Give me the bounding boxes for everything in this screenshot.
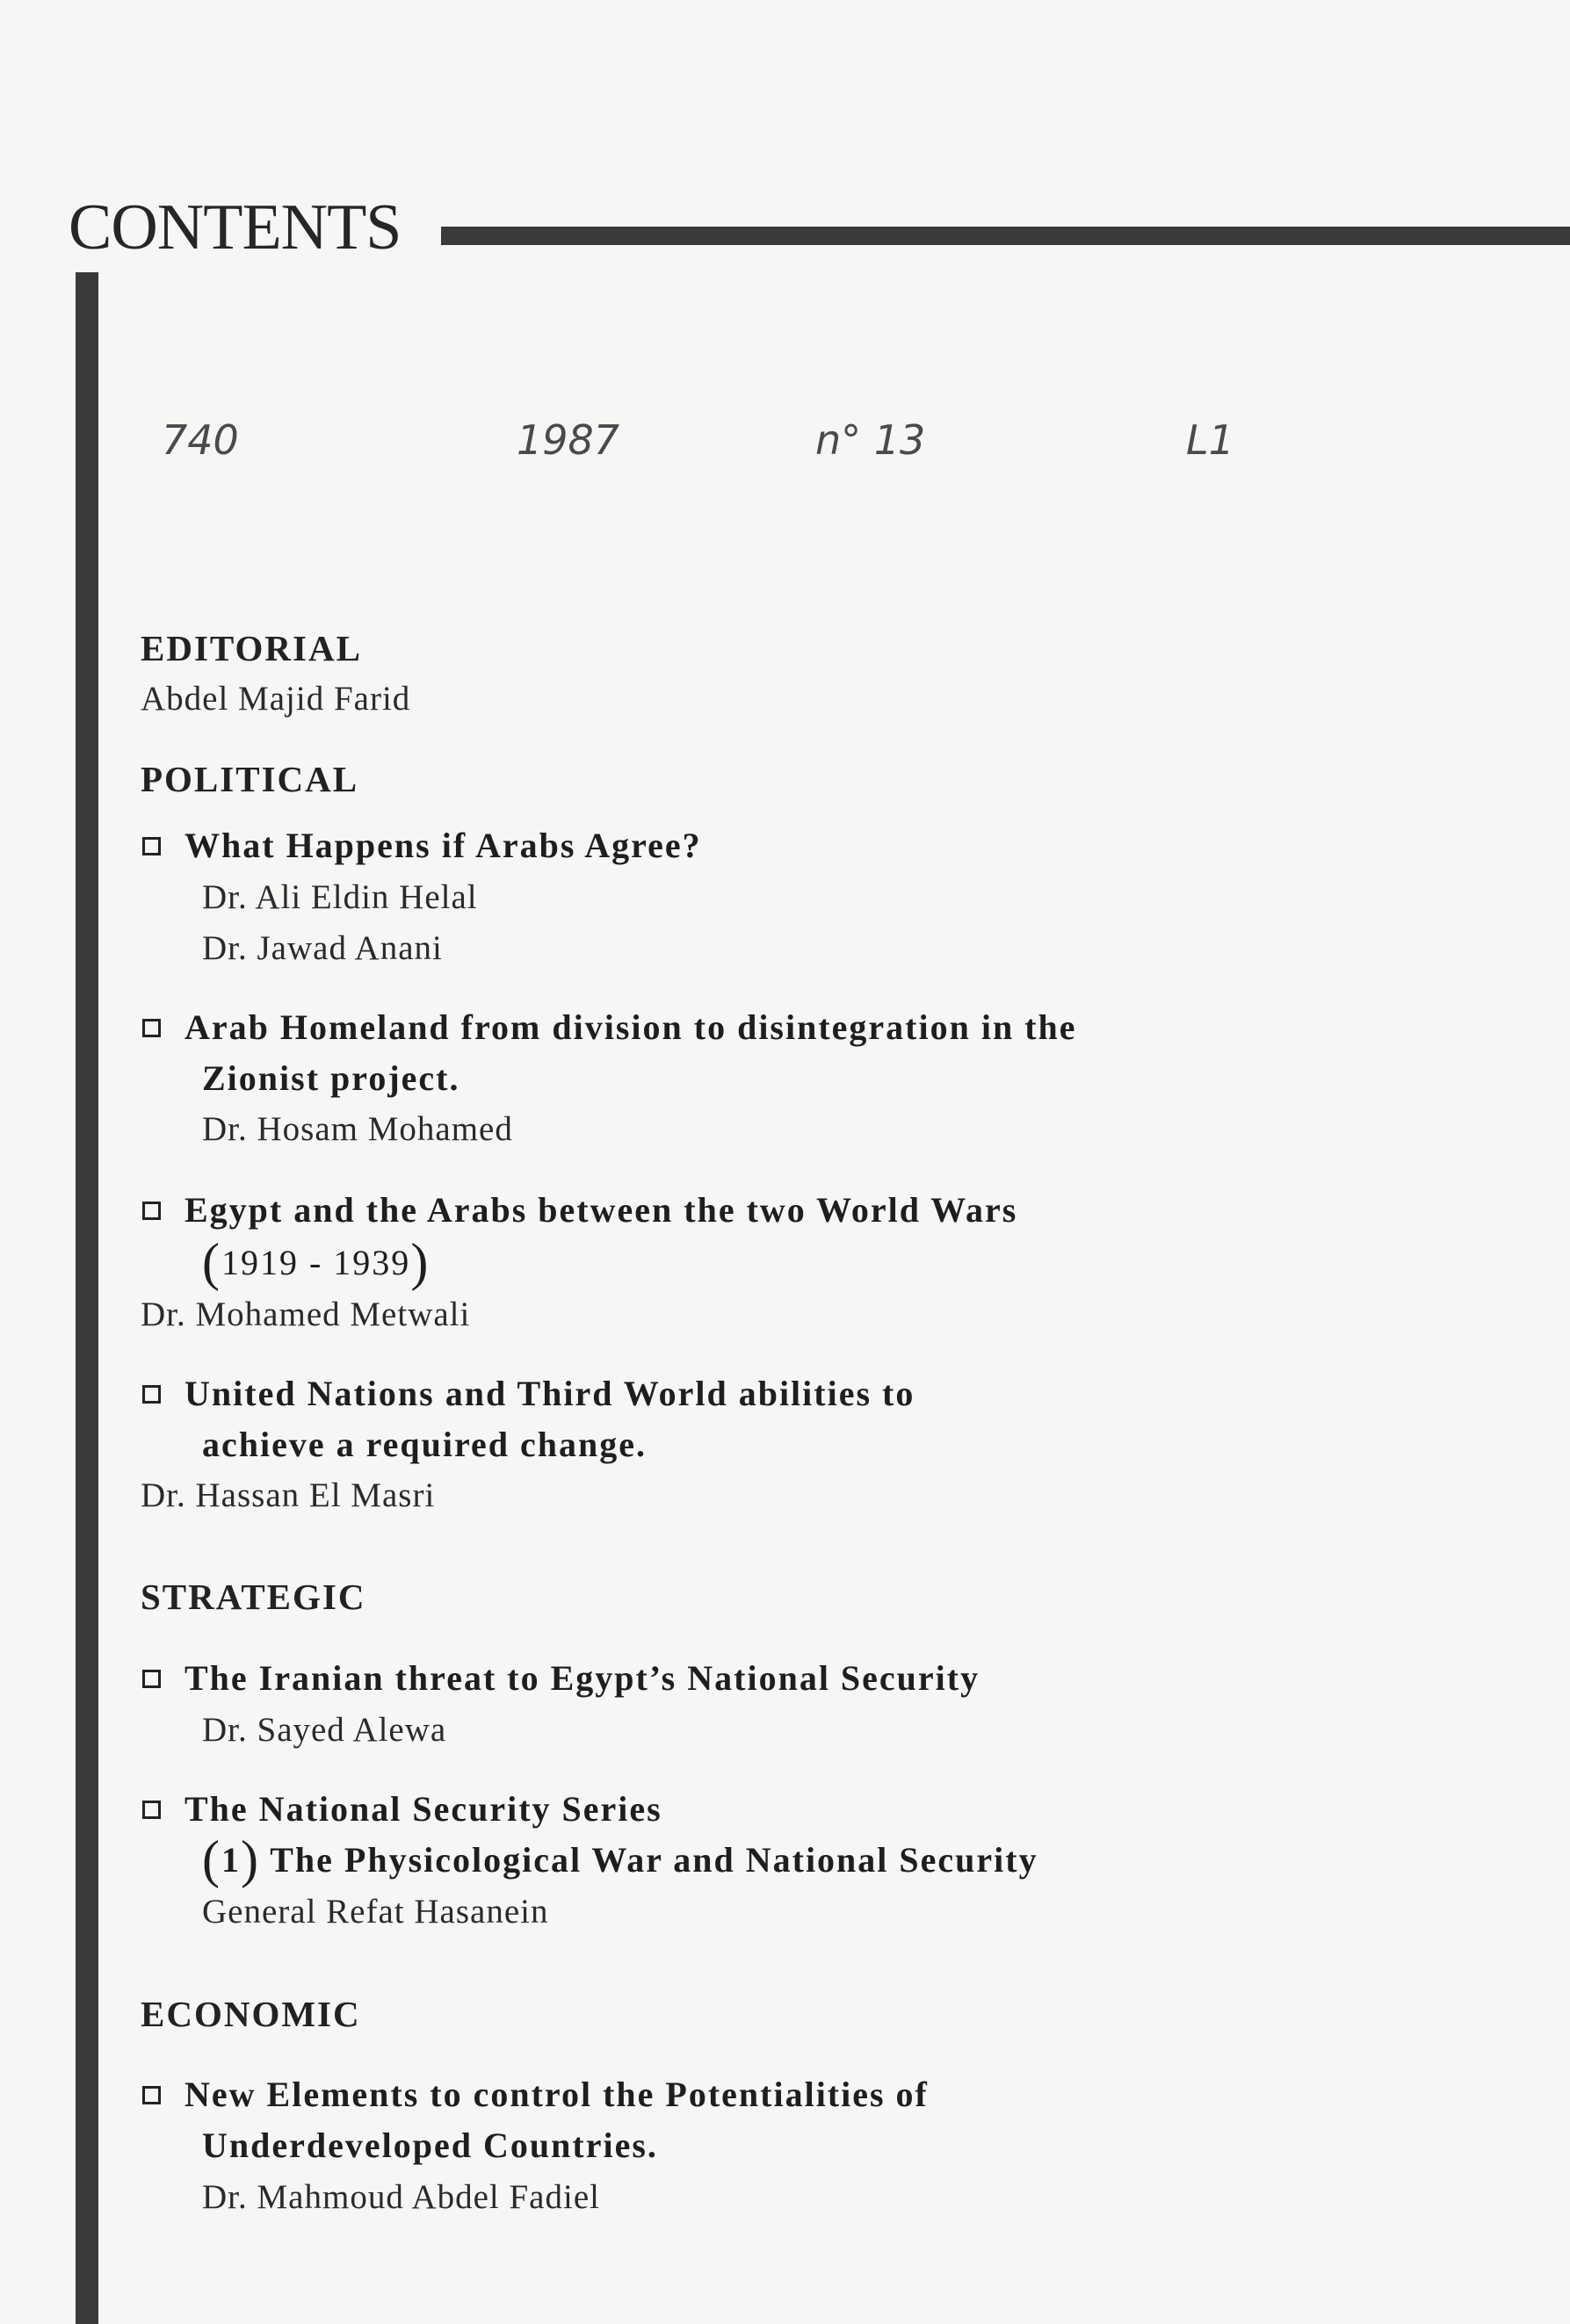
article-author: General Refat Hasanein	[202, 1893, 549, 1931]
article-title: Egypt and the Arabs between the two World Wars	[184, 1190, 1018, 1230]
article-title-continued: (1) The Physicological War and National Security	[202, 1830, 1038, 1888]
page-title: CONTENTS	[69, 191, 402, 263]
article-author: Dr. Hassan El Masri	[141, 1476, 436, 1514]
article-title-continued: Zionist project.	[202, 1058, 460, 1098]
checkbox-icon	[142, 1801, 161, 1819]
article-author: Dr. Mahmoud Abdel Fadiel	[202, 2178, 600, 2216]
checkbox-icon	[142, 837, 161, 855]
checkbox-icon	[142, 2086, 161, 2104]
left-margin-bar	[76, 272, 98, 2324]
handwritten-note: L1	[1186, 416, 1234, 464]
article-years: (1919 - 1939)	[202, 1233, 430, 1291]
article-author: Dr. Hosam Mohamed	[202, 1110, 513, 1148]
article-title: New Elements to control the Potentialities of	[184, 2075, 929, 2114]
section-heading-political: POLITICAL	[141, 759, 359, 799]
article-title: United Nations and Third World abilities to	[184, 1374, 915, 1413]
article-author: Dr. Ali Eldin Helal	[202, 878, 478, 916]
editorial-author: Abdel Majid Farid	[141, 680, 411, 718]
years-text: 1919 - 1939	[221, 1243, 411, 1282]
article-title-continued: achieve a required change.	[202, 1425, 648, 1464]
section-heading-strategic: STRATEGIC	[141, 1577, 366, 1617]
section-heading-economic: ECONOMIC	[141, 1994, 361, 2034]
article-author: Dr. Mohamed Metwali	[141, 1296, 471, 1333]
checkbox-icon	[142, 1202, 161, 1220]
checkbox-icon	[142, 1019, 161, 1037]
handwritten-note: 1987	[517, 416, 620, 464]
section-heading-editorial: EDITORIAL	[141, 628, 362, 668]
article-title: The National Security Series	[184, 1789, 662, 1829]
series-number: 1	[221, 1840, 241, 1880]
series-title: The Physicological War and National Security	[270, 1840, 1038, 1880]
article-author: Dr. Jawad Anani	[202, 929, 443, 967]
article-title: The Iranian threat to Egypt’s National Security	[184, 1658, 980, 1698]
article-title-continued: Underdeveloped Countries.	[202, 2126, 658, 2165]
checkbox-icon	[142, 1385, 161, 1404]
checkbox-icon	[142, 1670, 161, 1688]
article-title: Arab Homeland from division to disintegration in the	[184, 1007, 1077, 1047]
article-author: Dr. Sayed Alewa	[202, 1711, 447, 1749]
handwritten-note: n° 13	[815, 416, 926, 464]
handwritten-note: 740	[162, 416, 239, 464]
header-rule	[441, 227, 1570, 245]
article-title: What Happens if Arabs Agree?	[184, 826, 702, 865]
